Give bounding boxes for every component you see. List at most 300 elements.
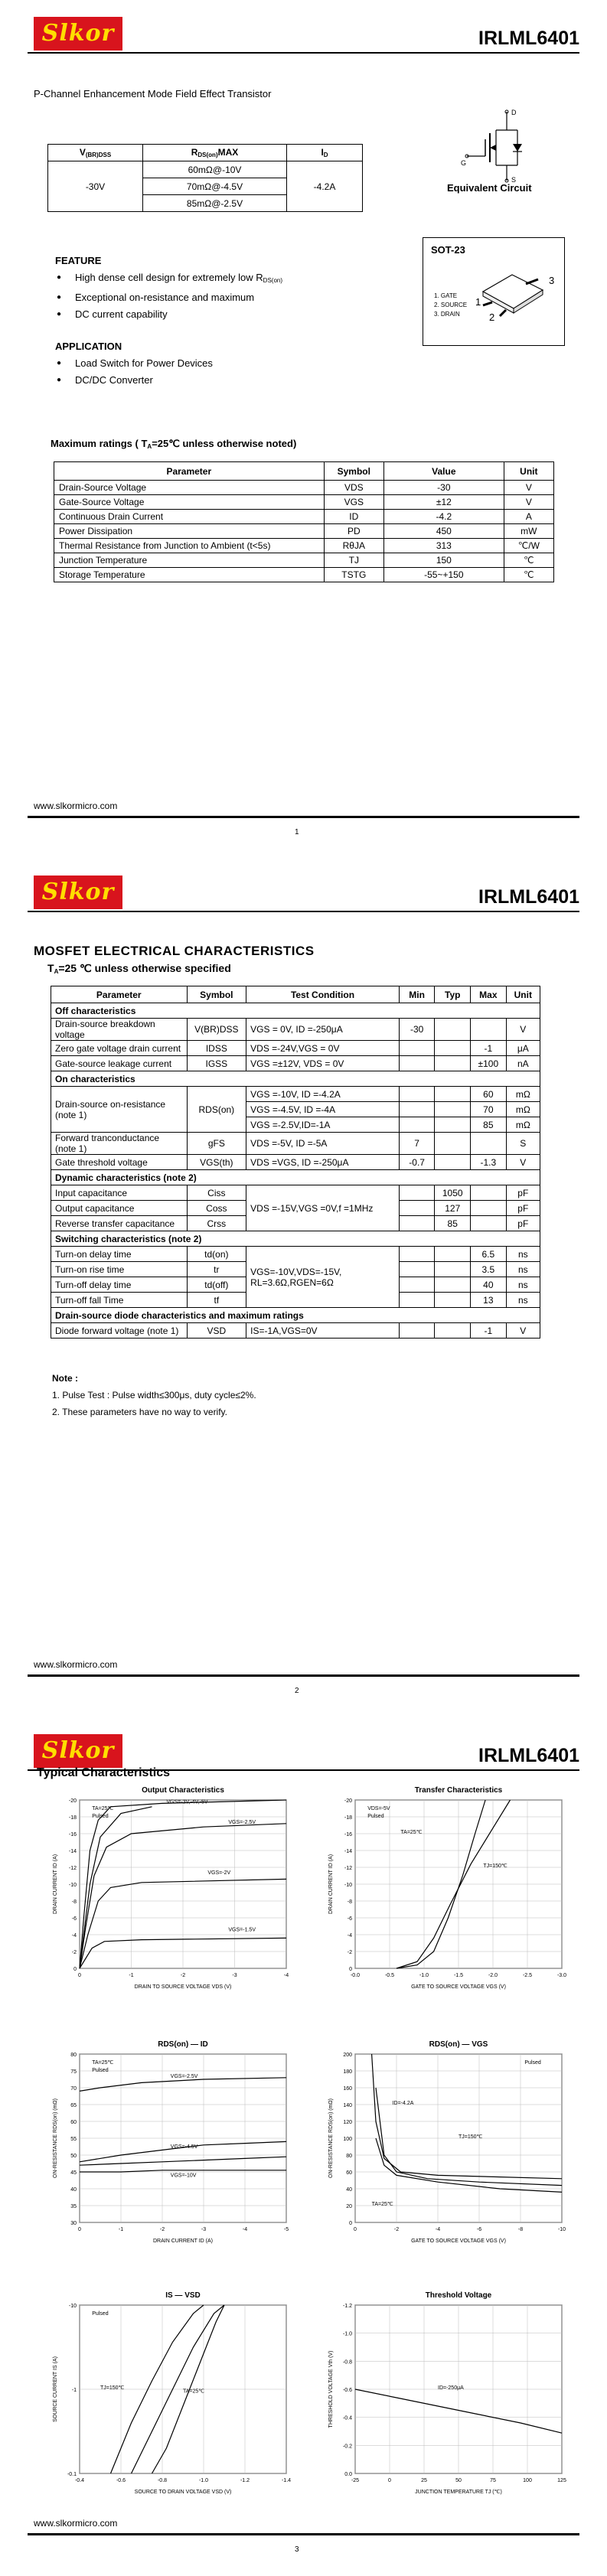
elec-cell: Forward tranconductance (note 1) <box>51 1133 188 1155</box>
x-tick-label: -4 <box>435 2227 441 2232</box>
elec-row <box>51 1247 540 1262</box>
pin-legend-item: 3. DRAIN <box>434 311 460 318</box>
electrical-table <box>51 986 540 1339</box>
x-tick-label: -0.5 <box>384 1973 395 1978</box>
chart-title: RDS(on) — ID <box>158 2040 208 2049</box>
electrical-title: MOSFET ELECTRICAL CHARACTERISTICS <box>34 944 315 958</box>
y-tick-label: -0.2 <box>342 2444 352 2450</box>
elec-cell: V <box>506 1155 540 1170</box>
summary-rds-3: 85mΩ@-2.5V <box>143 195 287 212</box>
slkor-logo: Slkor <box>34 17 122 51</box>
x-axis-label: JUNCTION TEMPERATURE TJ (℃) <box>415 2490 502 2495</box>
elec-header-cell: Test Condition <box>246 986 400 1003</box>
summary-header-vbr: $V_{(BR)DSS}$ <box>48 145 143 161</box>
elec-cell: -1 <box>471 1323 507 1339</box>
curve-label: VGS=-2.5V <box>228 1819 256 1825</box>
curve-label: TJ=150℃ <box>459 2134 483 2140</box>
elec-cell <box>399 1323 435 1339</box>
elec-row <box>51 1041 540 1056</box>
y-tick-label: -14 <box>68 1849 77 1854</box>
x-tick-label: -4 <box>242 2227 248 2232</box>
x-axis-label: DRAIN CURRENT ID (A) <box>152 2239 214 2244</box>
package-box <box>423 237 565 346</box>
curve-label: TA=25℃ <box>183 2389 205 2395</box>
y-tick-label: -8 <box>71 1899 77 1905</box>
max-rating-cell: A <box>504 510 553 524</box>
elec-header-cell: Min <box>399 986 435 1003</box>
footer-rule <box>28 2533 579 2535</box>
y-tick-label: 30 <box>70 2221 77 2226</box>
elec-cell <box>471 1201 507 1216</box>
y-tick-label: 0 <box>349 1967 352 1972</box>
x-tick-label: -1.0 <box>198 2478 209 2483</box>
elec-cell: V <box>506 1323 540 1339</box>
curve-label: VGS=-4.5V <box>170 2144 198 2150</box>
y-tick-label: -1 <box>71 2388 77 2393</box>
elec-cell <box>399 1041 435 1056</box>
feature-item-cont: ● DC current capability <box>57 306 282 323</box>
x-tick-label: -1 <box>129 1973 134 1978</box>
chart-title: Threshold Voltage <box>425 2291 492 2300</box>
elec-header-cell: Parameter <box>51 986 188 1003</box>
elec-cell: Turn-off fall Time <box>51 1293 188 1308</box>
x-tick-label: -3.0 <box>556 1973 567 1978</box>
y-tick-label: -10 <box>68 2304 77 2309</box>
elec-cell: μA <box>506 1041 540 1056</box>
x-tick-label: -1.5 <box>453 1973 464 1978</box>
y-tick-label: -10 <box>344 1883 352 1888</box>
elec-section-cell: Off characteristics <box>51 1003 540 1019</box>
curve-label: ID=-250μA <box>438 2385 464 2391</box>
chart-note: VDS=-5V <box>367 1806 390 1812</box>
x-tick-label: -2 <box>393 2227 400 2232</box>
x-axis-label: GATE TO SOURCE VOLTAGE VGS (V) <box>411 2239 506 2244</box>
footer-url[interactable]: www.slkormicro.com <box>34 1659 118 1670</box>
x-tick-label: -0.4 <box>74 2478 85 2483</box>
y-tick-label: 180 <box>343 2069 352 2075</box>
elec-cell: 13 <box>471 1293 507 1308</box>
x-tick-label: 75 <box>490 2478 496 2483</box>
max-header-cell: Value <box>383 462 504 481</box>
max-rating-row <box>54 524 554 539</box>
x-tick-label: -2.5 <box>522 1973 533 1978</box>
elec-cell: -30 <box>399 1019 435 1041</box>
pin-1-number: 1 <box>475 296 481 308</box>
y-tick-label: -0.8 <box>342 2359 352 2366</box>
rds-param-line: (note 1) <box>55 1109 87 1120</box>
elec-cell <box>435 1262 471 1277</box>
max-rating-cell: ℃ <box>504 553 553 568</box>
elec-cell: VGS =-10V, ID =-4.2A <box>246 1087 400 1102</box>
elec-cell: -0.7 <box>399 1155 435 1170</box>
max-rating-cell: Power Dissipation <box>54 524 325 539</box>
y-tick-label: 0 <box>349 2221 352 2226</box>
max-rating-cell: V <box>504 495 553 510</box>
elec-cell <box>399 1117 435 1133</box>
elec-cell: Output capacitance <box>51 1201 188 1216</box>
elec-row <box>51 1155 540 1170</box>
y-tick-label: 40 <box>346 2187 352 2193</box>
part-number: IRLML6401 <box>478 1745 579 1766</box>
max-rating-cell: Drain-Source Voltage <box>54 481 325 495</box>
elec-section-cell: On characteristics <box>51 1071 540 1087</box>
curve-label: TA=25℃ <box>400 1830 423 1835</box>
summary-header-rds: $R_{DS(on)}MAX$ <box>143 145 287 161</box>
x-tick-label: -25 <box>351 2478 360 2483</box>
elec-cell: Reverse transfer capacitance <box>51 1216 188 1231</box>
max-rating-cell: 450 <box>383 524 504 539</box>
elec-section-cell: Drain-source diode characteristics and maximum ratings <box>51 1308 540 1323</box>
elec-cell: Diode forward voltage (note 1) <box>51 1323 188 1339</box>
elec-cell: mΩ <box>506 1102 540 1117</box>
elec-cell: Turn-on delay time <box>51 1247 188 1262</box>
elec-cell: IDSS <box>187 1041 246 1056</box>
y-tick-label: 140 <box>343 2103 352 2108</box>
y-axis-label: THRESHOLD VOLTAGE Vth (V) <box>328 2350 334 2428</box>
equivalent-circuit-label: Equivalent Circuit <box>447 182 532 194</box>
pin-legend-item: 2. SOURCE <box>434 302 468 308</box>
elec-cell <box>435 1019 471 1041</box>
elec-cell: 85 <box>435 1216 471 1231</box>
y-tick-label: -0.4 <box>342 2415 352 2421</box>
y-tick-label: -6 <box>71 1916 77 1922</box>
curve-label: VGS=-1.5V <box>228 1927 256 1933</box>
y-tick-label: -10 <box>68 1883 77 1888</box>
device-subtitle: P-Channel Enhancement Mode Field Effect Transistor <box>34 88 272 99</box>
elec-section-row <box>51 1170 540 1185</box>
feature-title: FEATURE <box>55 255 102 266</box>
elec-cell <box>435 1133 471 1155</box>
elec-row <box>51 1019 540 1041</box>
y-tick-label: -12 <box>68 1866 77 1871</box>
elec-cell: VDS =-5V, ID =-5A <box>246 1133 400 1155</box>
elec-header-cell: Symbol <box>187 986 246 1003</box>
elec-cell: 40 <box>471 1277 507 1293</box>
y-tick-label: 80 <box>346 2154 352 2159</box>
elec-cell: 60 <box>471 1087 507 1102</box>
max-rating-cell: 313 <box>383 539 504 553</box>
elec-row <box>51 1056 540 1071</box>
max-header-cell: Symbol <box>324 462 383 481</box>
y-tick-label: -16 <box>68 1832 77 1837</box>
elec-cell: Zero gate voltage drain current <box>51 1041 188 1056</box>
y-tick-label: -0.6 <box>342 2388 352 2393</box>
x-tick-label: -1 <box>118 2227 124 2232</box>
elec-cell: VGS =-4.5V, ID =-4A <box>246 1102 400 1117</box>
curve-label: VGS=-2.5V <box>170 2073 198 2079</box>
x-tick-label: 0 <box>354 2227 357 2232</box>
x-tick-label: -0.0 <box>350 1973 361 1978</box>
elec-cell: V(BR)DSS <box>187 1019 246 1041</box>
y-tick-label: -18 <box>344 1815 352 1821</box>
pin-2-number: 2 <box>489 311 495 322</box>
elec-cell: Drain-source breakdown voltage <box>51 1019 188 1041</box>
max-rating-cell: V <box>504 481 553 495</box>
elec-cell: ns <box>506 1262 540 1277</box>
elec-cell: Input capacitance <box>51 1185 188 1201</box>
typical-characteristics-title: Typical Characteristics <box>37 1766 171 1779</box>
elec-cell: gFS <box>187 1133 246 1155</box>
max-rating-row <box>54 481 554 495</box>
elec-row <box>51 1133 540 1155</box>
x-tick-label: 50 <box>455 2478 462 2483</box>
x-tick-label: 0 <box>78 1973 81 1978</box>
y-tick-label: -16 <box>344 1832 352 1837</box>
max-rating-cell: -30 <box>383 481 504 495</box>
y-tick-label: 200 <box>343 2053 352 2058</box>
x-tick-label: -3 <box>232 1973 237 1978</box>
y-tick-label: -6 <box>347 1916 352 1922</box>
y-axis-label: DRAIN CURRENT ID (A) <box>328 1854 334 1915</box>
elec-cell <box>399 1087 435 1102</box>
max-rating-cell: 150 <box>383 553 504 568</box>
x-tick-label: -5 <box>283 2227 289 2232</box>
elec-cell: Turn-on rise time <box>51 1262 188 1277</box>
elec-row <box>51 1185 540 1201</box>
elec-cell <box>471 1019 507 1041</box>
x-tick-label: -2 <box>159 2227 165 2232</box>
header-rule <box>28 52 579 54</box>
elec-cell: mΩ <box>506 1087 540 1102</box>
max-rating-cell: -4.2 <box>383 510 504 524</box>
y-tick-label: -18 <box>68 1815 77 1821</box>
max-rating-row <box>54 568 554 582</box>
elec-cell <box>435 1293 471 1308</box>
max-rating-cell: PD <box>324 524 383 539</box>
y-tick-label: 50 <box>70 2154 77 2159</box>
elec-header-cell: Typ <box>435 986 471 1003</box>
x-axis-label: DRAIN TO SOURCE VOLTAGE VDS (V) <box>134 1984 232 1990</box>
elec-cell: Gate-source leakage current <box>51 1056 188 1071</box>
elec-cell: pF <box>506 1216 540 1231</box>
max-rating-cell: ID <box>324 510 383 524</box>
elec-cell: td(on) <box>187 1247 246 1262</box>
elec-cell: Ciss <box>187 1185 246 1201</box>
elec-cell <box>399 1293 435 1308</box>
elec-cell: IS=-1A,VGS=0V <box>246 1323 400 1339</box>
sw-cond-line: VGS=-10V,VDS=-15V, <box>250 1266 342 1277</box>
elec-cell: ns <box>506 1247 540 1262</box>
elec-cell <box>435 1102 471 1117</box>
elec-cell: mΩ <box>506 1117 540 1133</box>
elec-cell: 85 <box>471 1117 507 1133</box>
pin-g-label: G <box>461 159 467 167</box>
feature-item: ● High dense cell design for extremely low $R_{DS(on)}$ <box>57 269 282 289</box>
y-tick-label: 60 <box>70 2120 77 2125</box>
y-tick-label: -8 <box>347 1899 352 1905</box>
x-tick-label: -6 <box>476 2227 482 2232</box>
summary-table <box>47 144 363 212</box>
pin-3-number: 3 <box>549 275 555 286</box>
chart-title: RDS(on) — VGS <box>429 2040 488 2049</box>
pin-s-label: S <box>511 176 517 184</box>
max-rating-cell: RθJA <box>324 539 383 553</box>
application-item: ● Load Switch for Power Devices <box>57 355 213 372</box>
x-tick-label: -0.8 <box>157 2478 168 2483</box>
x-tick-label: 0 <box>78 2227 81 2232</box>
elec-cell <box>435 1277 471 1293</box>
page-number: 1 <box>295 828 299 836</box>
elec-cell: 6.5 <box>471 1247 507 1262</box>
summary-vbr: -30V <box>48 161 143 212</box>
max-rating-cell: -55~+150 <box>383 568 504 582</box>
y-tick-label: -20 <box>68 1798 77 1804</box>
max-ratings-title: Maximum ratings ( $T_A=25℃$ unless otherwise noted) <box>51 438 297 450</box>
elec-cell: VGS(th) <box>187 1155 246 1170</box>
elec-cell <box>399 1056 435 1071</box>
elec-header-cell: Unit <box>506 986 540 1003</box>
y-tick-label: -4 <box>71 1933 77 1939</box>
elec-cell: tf <box>187 1293 246 1308</box>
elec-cell: IGSS <box>187 1056 246 1071</box>
chart-title: Transfer Characteristics <box>414 1786 503 1795</box>
x-tick-label: -1.0 <box>419 1973 429 1978</box>
chart-output-characteristics <box>46 1783 299 2005</box>
electrical-subtitle: $T_A=25$ ℃ unless otherwise specified <box>47 962 231 975</box>
y-tick-label: -1.2 <box>342 2304 352 2309</box>
notes-title: Note : <box>52 1373 78 1384</box>
curve-label: ID=-4.2A <box>392 2101 414 2106</box>
page-1 <box>0 0 607 859</box>
curve-label: VGS=-10V <box>170 2173 197 2179</box>
elec-cell <box>435 1323 471 1339</box>
elec-cell <box>399 1262 435 1277</box>
elec-cell: RDS(on) <box>187 1087 246 1133</box>
chart-note: TA=25℃ <box>92 1806 114 1812</box>
application-title: APPLICATION <box>55 341 122 352</box>
package-name: SOT-23 <box>431 244 465 256</box>
x-axis-label: SOURCE TO DRAIN VOLTAGE VSD (V) <box>134 2490 232 2495</box>
y-tick-label: -12 <box>344 1866 352 1871</box>
pin-legend <box>434 292 467 319</box>
chart-note: Pulsed <box>524 2060 541 2066</box>
elec-section-cell: Dynamic characteristics (note 2) <box>51 1170 540 1185</box>
elec-cell <box>435 1155 471 1170</box>
max-rating-row <box>54 510 554 524</box>
elec-header-cell: Max <box>471 986 507 1003</box>
x-tick-label: 100 <box>523 2478 532 2483</box>
max-rating-row <box>54 539 554 553</box>
elec-section-cell: Switching characteristics (note 2) <box>51 1231 540 1247</box>
y-axis-label: SOURCE CURRENT IS (A) <box>53 2356 58 2422</box>
chart-title: IS — VSD <box>165 2291 201 2300</box>
curve-label: VGS=-2V <box>207 1870 231 1876</box>
pin-d-label: D <box>511 109 517 116</box>
y-axis-label: ON-RESISTANCE RDS(on) (mΩ) <box>53 2098 58 2178</box>
y-tick-label: 40 <box>70 2187 77 2193</box>
elec-cell <box>435 1041 471 1056</box>
sw-cond-line: RL=3.6Ω,RGEN=6Ω <box>250 1277 334 1288</box>
elec-section-row <box>51 1308 540 1323</box>
note-item: 1. Pulse Test : Pulse width≤300μs, duty cycle≤2%. <box>52 1390 256 1400</box>
x-axis-label: GATE TO SOURCE VOLTAGE VGS (V) <box>411 1984 506 1990</box>
sot23-package-drawing <box>472 261 556 322</box>
elec-cell: VSD <box>187 1323 246 1339</box>
elec-cell <box>435 1087 471 1102</box>
summary-rds-2: 70mΩ@-4.5V <box>143 178 287 195</box>
y-tick-label: 70 <box>70 2086 77 2092</box>
max-header-cell: Unit <box>504 462 553 481</box>
elec-cell <box>246 1247 400 1308</box>
x-tick-label: 25 <box>421 2478 427 2483</box>
elec-cell <box>399 1102 435 1117</box>
page-number: 2 <box>295 1687 299 1695</box>
x-tick-label: -1.4 <box>281 2478 292 2483</box>
header-rule <box>28 911 579 912</box>
footer-rule <box>28 816 579 818</box>
y-tick-label: 45 <box>70 2170 77 2176</box>
chart-transfer-characteristics <box>321 1783 574 2005</box>
page-number: 3 <box>295 2545 299 2554</box>
elec-cell: Coss <box>187 1201 246 1216</box>
elec-cell: td(off) <box>187 1277 246 1293</box>
y-tick-label: -0.1 <box>67 2472 77 2477</box>
max-rating-cell: mW <box>504 524 553 539</box>
max-rating-cell: ±12 <box>383 495 504 510</box>
max-rating-cell: ℃/W <box>504 539 553 553</box>
elec-cell: VDS =VGS, ID =-250μA <box>246 1155 400 1170</box>
y-tick-label: -2 <box>71 1950 77 1955</box>
chart-title: Output Characteristics <box>142 1786 224 1795</box>
notes <box>52 1370 256 1420</box>
x-tick-label: -1.2 <box>240 2478 250 2483</box>
elec-cell: Gate threshold voltage <box>51 1155 188 1170</box>
max-header-cell: Parameter <box>54 462 325 481</box>
elec-cell: pF <box>506 1201 540 1216</box>
pin-legend-item: 1. GATE <box>434 292 458 299</box>
elec-cell: VGS =±12V, VDS = 0V <box>246 1056 400 1071</box>
max-rating-cell: Junction Temperature <box>54 553 325 568</box>
elec-cell: ns <box>506 1277 540 1293</box>
rds-param-line: Drain-source on-resistance <box>55 1098 166 1110</box>
elec-cell: 70 <box>471 1102 507 1117</box>
y-tick-label: -1.0 <box>342 2331 352 2337</box>
y-tick-label: 75 <box>70 2069 77 2075</box>
chart-rds-vs-id <box>46 2037 299 2259</box>
equivalent-circuit-diagram <box>456 107 540 184</box>
feature-item: ● Exceptional on-resistance and maximum <box>57 289 282 306</box>
y-tick-label: 160 <box>343 2086 352 2092</box>
x-tick-label: -4 <box>283 1973 289 1978</box>
x-tick-label: -10 <box>557 2227 566 2232</box>
max-rating-cell: TJ <box>324 553 383 568</box>
note-item: 2. These parameters have no way to verify. <box>52 1407 228 1417</box>
y-tick-label: 0 <box>73 1967 77 1972</box>
elec-cell: -1.3 <box>471 1155 507 1170</box>
curve-label: TJ=150℃ <box>483 1864 507 1869</box>
elec-cell: V <box>506 1019 540 1041</box>
elec-cell: VDS =-24V,VGS = 0V <box>246 1041 400 1056</box>
max-rating-cell: VGS <box>324 495 383 510</box>
elec-cell: Crss <box>187 1216 246 1231</box>
summary-rds-1: 60mΩ@-10V <box>143 161 287 178</box>
footer-url[interactable]: www.slkormicro.com <box>34 2518 118 2529</box>
x-tick-label: 0 <box>388 2478 391 2483</box>
y-tick-label: 0.0 <box>344 2472 352 2477</box>
elec-section-row <box>51 1003 540 1019</box>
footer-url[interactable]: www.slkormicro.com <box>34 801 118 811</box>
elec-cell: tr <box>187 1262 246 1277</box>
chart-is-vs-vsd <box>46 2288 299 2510</box>
elec-cell <box>399 1216 435 1231</box>
application-section <box>57 338 213 389</box>
part-number: IRLML6401 <box>478 28 579 49</box>
elec-cell: 3.5 <box>471 1262 507 1277</box>
max-ratings-table <box>54 461 554 582</box>
x-tick-label: -2 <box>180 1973 186 1978</box>
feature-section <box>57 253 282 323</box>
curve-label: VGS=-3V,-4V,-5V <box>166 1799 208 1805</box>
